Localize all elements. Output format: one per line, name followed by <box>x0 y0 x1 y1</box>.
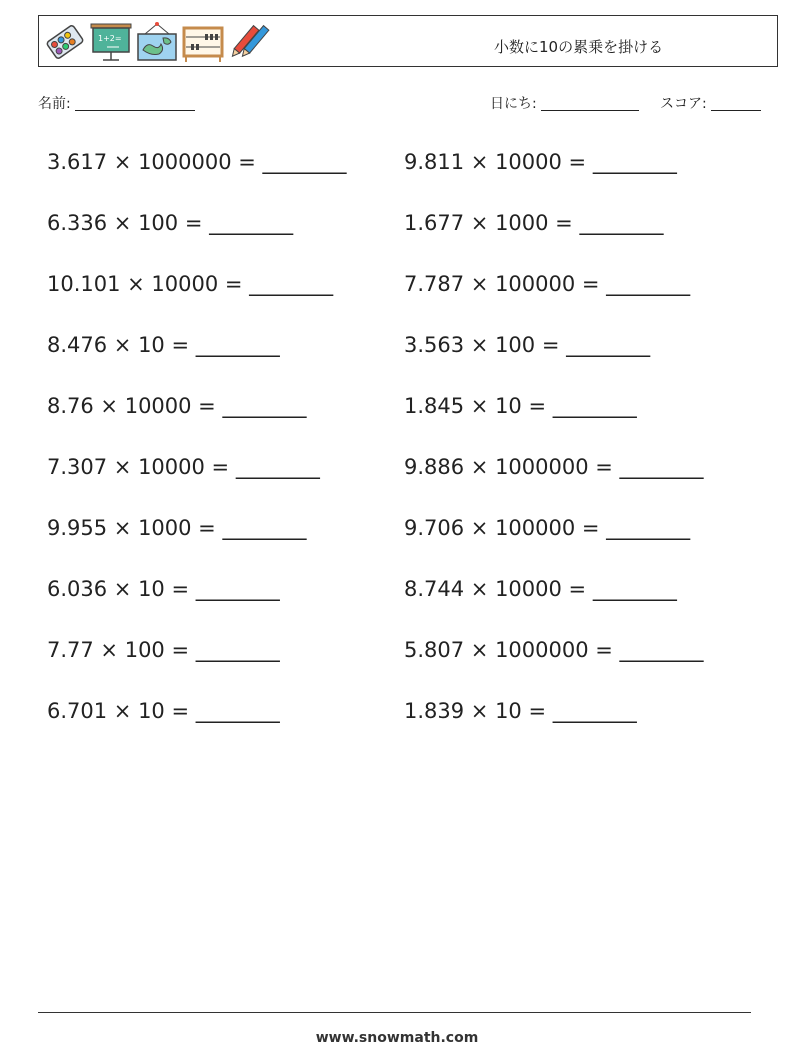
problem-left-8: 6.036 × 10 = ________ <box>47 577 280 601</box>
problem-left-1: 3.617 × 1000000 = ________ <box>47 150 347 174</box>
worksheet-title: 小数に10の累乗を掛ける <box>494 38 664 56</box>
problem-left-5: 8.76 × 10000 = ________ <box>47 394 307 418</box>
name-label: 名前: <box>38 96 71 112</box>
map-icon <box>135 20 179 64</box>
problem-right-5: 1.845 × 10 = ________ <box>404 394 637 418</box>
problem-right-1: 9.811 × 10000 = ________ <box>404 150 677 174</box>
problem-left-2: 6.336 × 100 = ________ <box>47 211 294 235</box>
problem-right-9: 5.807 × 1000000 = ________ <box>404 638 704 662</box>
score-blank[interactable] <box>711 96 761 111</box>
problem-right-2: 1.677 × 1000 = ________ <box>404 211 664 235</box>
score-label: スコア: <box>660 96 707 112</box>
footer-site[interactable]: www.snowmath.com <box>315 1030 479 1046</box>
problem-left-10: 6.701 × 10 = ________ <box>47 699 280 723</box>
date-field <box>490 93 639 113</box>
problem-right-8: 8.744 × 10000 = ________ <box>404 577 677 601</box>
problem-left-3: 10.101 × 10000 = ________ <box>47 272 334 296</box>
name-blank[interactable] <box>75 96 195 111</box>
problem-right-7: 9.706 × 100000 = ________ <box>404 516 691 540</box>
problem-right-4: 3.563 × 100 = ________ <box>404 333 651 357</box>
worksheet-header <box>38 15 778 67</box>
pencils-icon <box>227 20 271 64</box>
footer-divider <box>38 1012 751 1013</box>
abacus-icon <box>181 20 225 64</box>
chalkboard-icon <box>89 20 133 64</box>
problem-right-3: 7.787 × 100000 = ________ <box>404 272 691 296</box>
problem-left-7: 9.955 × 1000 = ________ <box>47 516 307 540</box>
problem-left-9: 7.77 × 100 = ________ <box>47 638 280 662</box>
header-icons <box>43 20 271 64</box>
chalkboard-text: 1+2= <box>98 34 122 43</box>
problem-left-6: 7.307 × 10000 = ________ <box>47 455 320 479</box>
score-field <box>660 93 761 113</box>
problem-right-6: 9.886 × 1000000 = ________ <box>404 455 704 479</box>
date-label: 日にち: <box>490 96 537 112</box>
paint-palette-icon <box>43 20 87 64</box>
name-field <box>38 93 195 113</box>
problem-right-10: 1.839 × 10 = ________ <box>404 699 637 723</box>
problem-left-4: 8.476 × 10 = ________ <box>47 333 280 357</box>
date-blank[interactable] <box>541 96 639 111</box>
